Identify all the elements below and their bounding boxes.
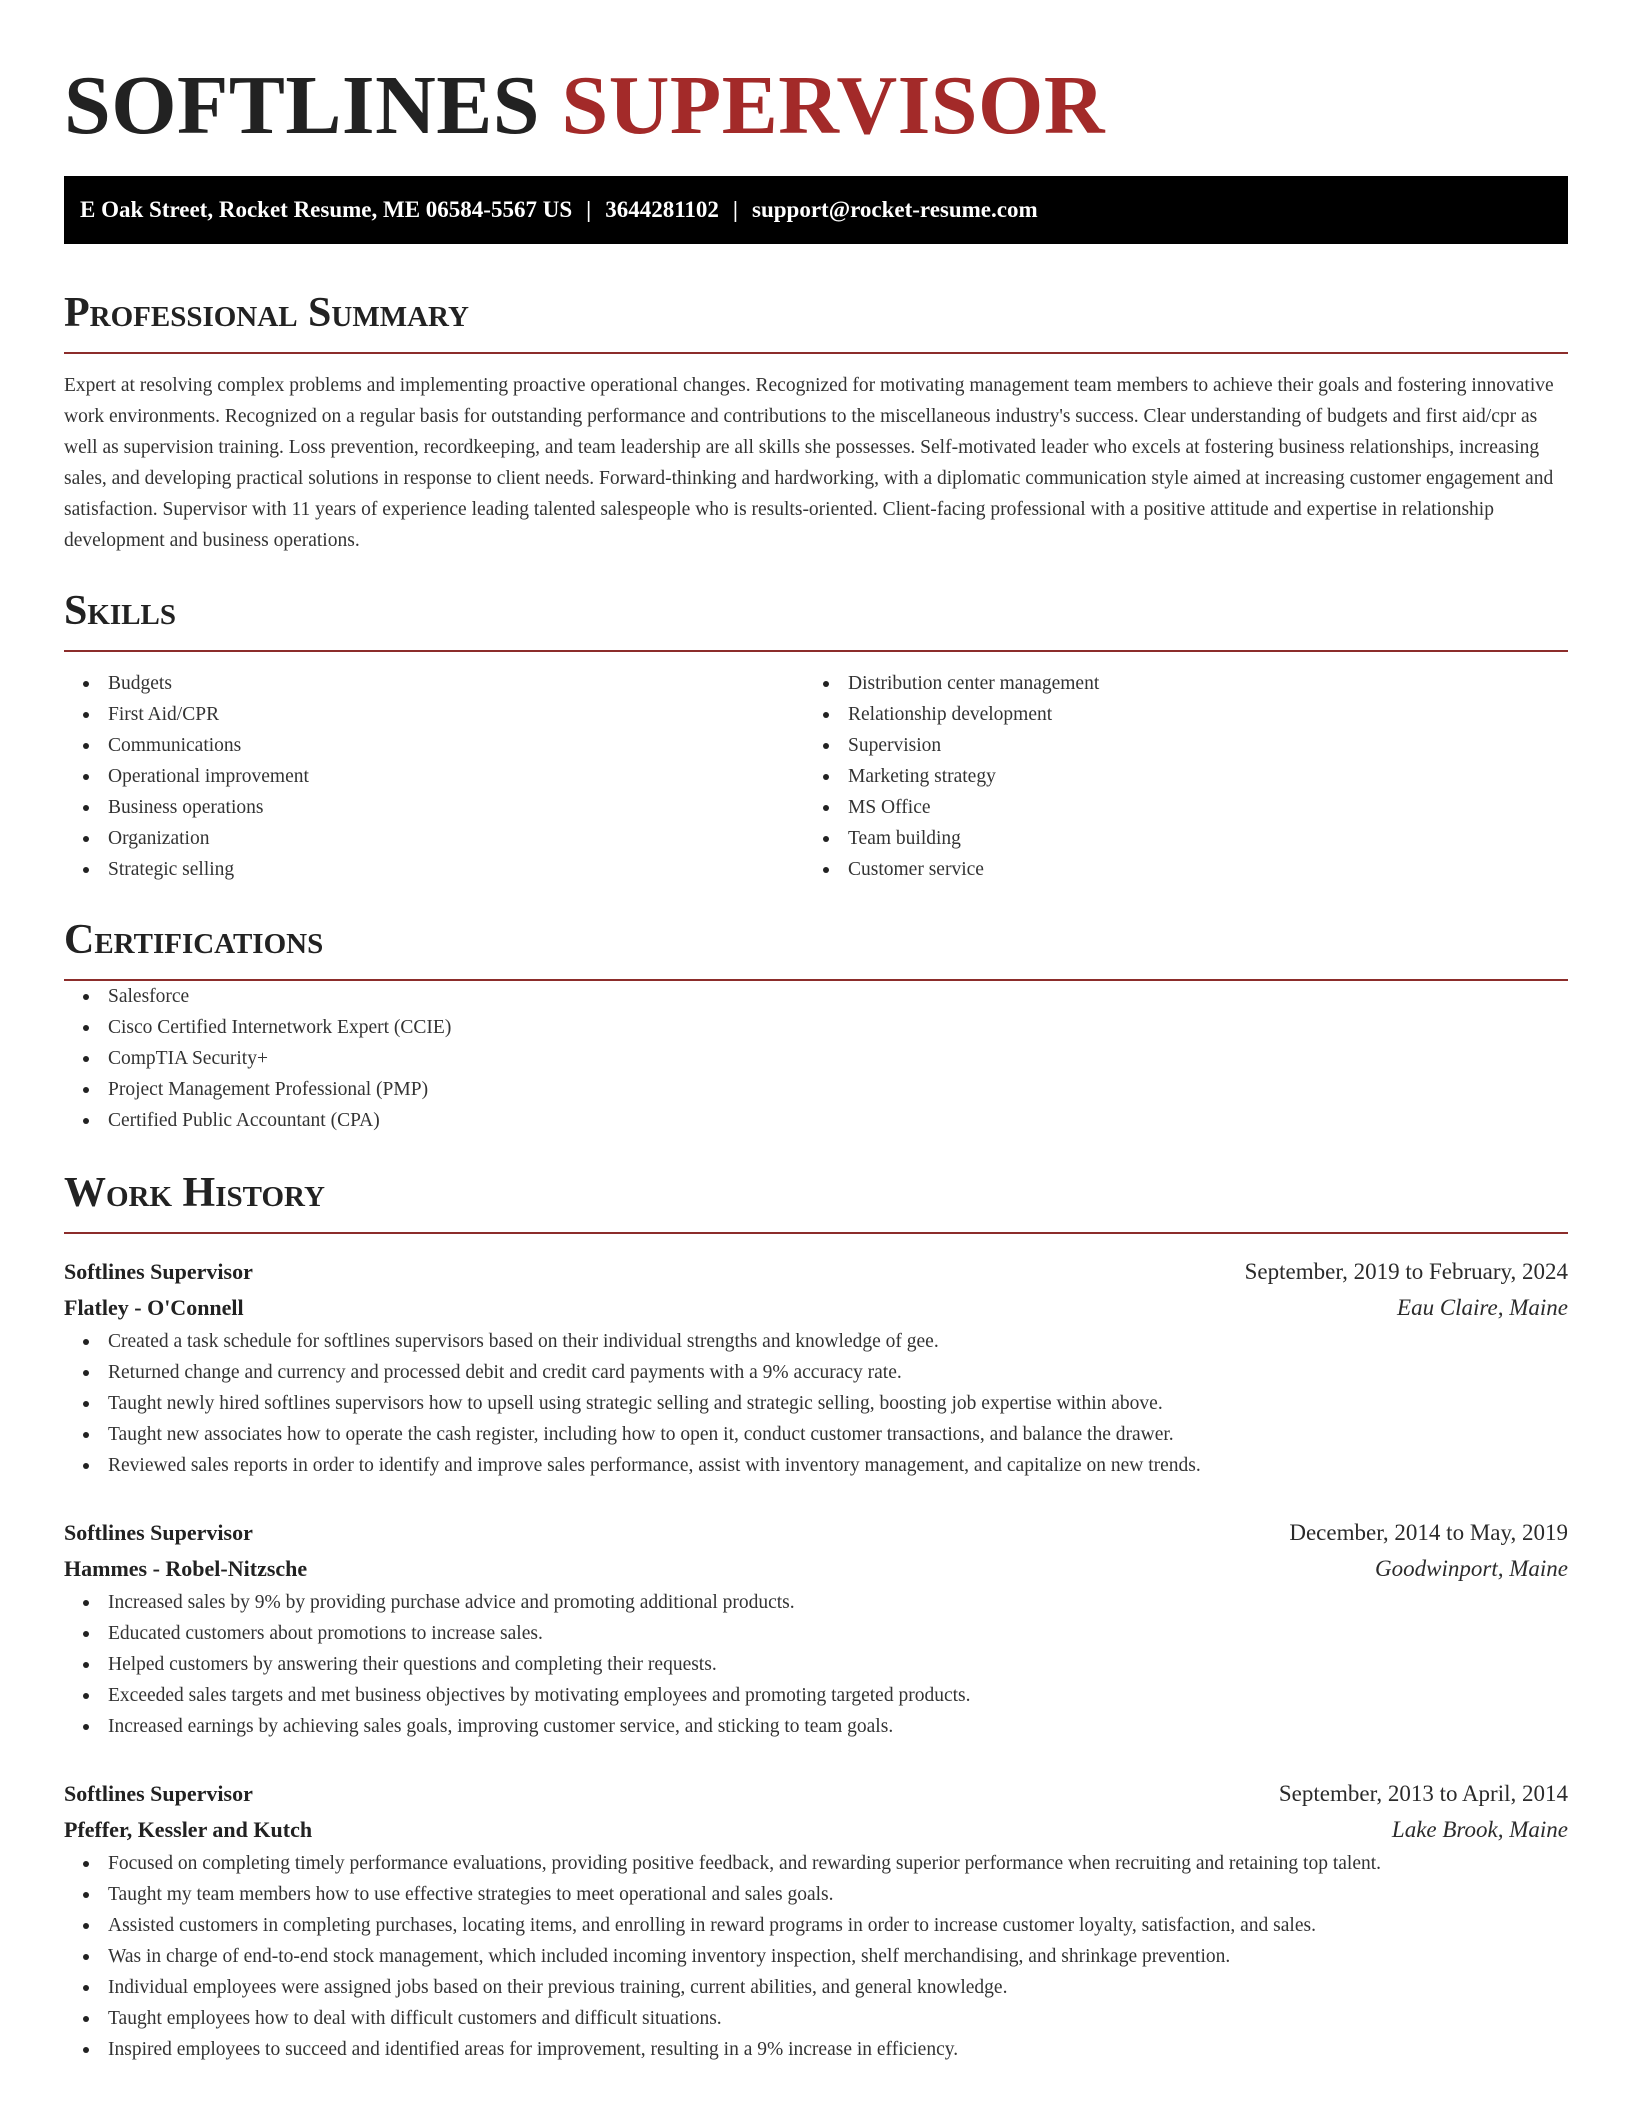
job-dates: September, 2013 to April, 2014 <box>1278 1781 1568 1806</box>
job-bullets <box>64 1326 1568 1481</box>
contact-separator: | <box>732 197 738 222</box>
skill-item: MS Office <box>804 792 1544 823</box>
job-bullet: Taught employees how to deal with difficult customers and difficult situations. <box>64 2003 1568 2034</box>
contact-separator: | <box>586 197 592 222</box>
job-bullet: Inspired employees to succeed and identified areas for improvement, resulting in a 9% increase in efficiency. <box>64 2034 1568 2065</box>
skills-columns <box>64 668 1568 885</box>
skill-item: Strategic selling <box>64 854 804 885</box>
job-bullet: Taught new associates how to operate the cash register, including how to open it, conduct customer transactions, and balance the drawer. <box>64 1419 1568 1450</box>
job-bullet: Taught my team members how to use effective strategies to meet operational and sales goals. <box>64 1879 1568 1910</box>
contact-phone: 3644281102 <box>605 197 719 222</box>
certification-item: Salesforce <box>64 981 1568 1012</box>
skills-list-left <box>64 668 804 885</box>
skills-section <box>64 586 1568 885</box>
skill-item: Team building <box>804 823 1544 854</box>
work-history-section <box>64 1168 1568 2065</box>
contact-bar <box>64 176 1568 244</box>
job-bullet: Educated customers about promotions to increase sales. <box>64 1618 1568 1649</box>
job-header-row <box>64 1776 1568 1812</box>
skill-item: Organization <box>64 823 804 854</box>
job-entry <box>64 1776 1568 2065</box>
summary-section <box>64 288 1568 556</box>
skill-item: Relationship development <box>804 699 1544 730</box>
job-location: Lake Brook, Maine <box>1391 1817 1568 1842</box>
certifications-list <box>64 981 1568 1136</box>
name-second: SUPERVISOR <box>561 59 1106 152</box>
section-divider <box>64 352 1568 354</box>
skills-list-right <box>804 668 1544 885</box>
skill-item: Operational improvement <box>64 761 804 792</box>
job-location: Eau Claire, Maine <box>1397 1295 1568 1320</box>
certification-item: CompTIA Security+ <box>64 1043 1568 1074</box>
skill-item: First Aid/CPR <box>64 699 804 730</box>
resume-page <box>64 0 1568 2065</box>
skill-item: Customer service <box>804 854 1544 885</box>
work-history-heading: Work History <box>64 1170 325 1216</box>
job-company-row <box>64 1551 1568 1587</box>
skills-column-left <box>64 668 804 885</box>
job-bullets <box>64 1587 1568 1742</box>
contact-email: support@rocket-resume.com <box>752 197 1038 222</box>
summary-text: Expert at resolving complex problems and implementing proactive operational changes. Recognized for motivating management team members to achieve their goals and fostering innovative work environments. Recognized on a regular basis for outstanding performance and contributions to the miscellaneous industry's success. Clear understanding of budgets and first aid/cpr as well as supervision training. Loss prevention, recordkeeping, and team leadership are all skills she possesses. Self-motivated leader who excels at fostering business relationships, increasing sales, and developing practical solutions in response to client needs. Forward-thinking and hardworking, with a diplomatic communication style aimed at increasing customer engagement and satisfaction. Supervisor with 11 years of experience leading talented salespeople who is results-oriented. Client-facing professional with a positive attitude and expertise in relationship development and business operations. <box>64 375 1554 551</box>
job-company: Pfeffer, Kessler and Kutch <box>64 1817 313 1842</box>
skill-item: Business operations <box>64 792 804 823</box>
job-bullet: Exceeded sales targets and met business objectives by motivating employees and promoting targeted products. <box>64 1680 1568 1711</box>
section-divider <box>64 650 1568 652</box>
job-dates: December, 2014 to May, 2019 <box>1289 1520 1568 1545</box>
certifications-heading: Certifications <box>64 917 324 963</box>
certifications-section <box>64 915 1568 1136</box>
job-bullet: Reviewed sales reports in order to identify and improve sales performance, assist with inventory management, and capitalize on new trends. <box>64 1450 1568 1481</box>
skill-item: Marketing strategy <box>804 761 1544 792</box>
job-bullet: Assisted customers in completing purchases, locating items, and enrolling in reward programs in order to increase customer loyalty, satisfaction, and sales. <box>64 1910 1568 1941</box>
job-entry <box>64 1254 1568 1481</box>
job-bullet: Returned change and currency and processed debit and credit card payments with a 9% accuracy rate. <box>64 1357 1568 1388</box>
name-first: SOFTLINES <box>64 59 541 152</box>
job-bullet: Created a task schedule for softlines supervisors based on their individual strengths and knowledge of gee. <box>64 1326 1568 1357</box>
job-company-row <box>64 1290 1568 1326</box>
skill-item: Budgets <box>64 668 804 699</box>
job-company: Flatley - O'Connell <box>64 1295 244 1320</box>
skills-heading: Skills <box>64 588 177 634</box>
job-title: Softlines Supervisor <box>64 1520 253 1545</box>
summary-heading: Professional Summary <box>64 290 469 336</box>
job-bullet: Individual employees were assigned jobs based on their previous training, current abilities, and general knowledge. <box>64 1972 1568 2003</box>
job-company: Hammes - Robel-Nitzsche <box>64 1556 308 1581</box>
certification-item: Cisco Certified Internetwork Expert (CCIE) <box>64 1012 1568 1043</box>
job-header-row <box>64 1515 1568 1551</box>
job-bullet: Taught newly hired softlines supervisors how to upsell using strategic selling and strategic selling, boosting job expertise within above. <box>64 1388 1568 1419</box>
job-bullets <box>64 1848 1568 2065</box>
certification-item: Certified Public Accountant (CPA) <box>64 1105 1568 1136</box>
skills-column-right <box>804 668 1544 885</box>
skill-item: Communications <box>64 730 804 761</box>
job-bullet: Helped customers by answering their questions and completing their requests. <box>64 1649 1568 1680</box>
job-bullet: Was in charge of end-to-end stock management, which included incoming inventory inspection, shelf merchandising, and shrinkage prevention. <box>64 1941 1568 1972</box>
skill-item: Distribution center management <box>804 668 1544 699</box>
certification-item: Project Management Professional (PMP) <box>64 1074 1568 1105</box>
section-divider <box>64 1232 1568 1234</box>
job-bullet: Focused on completing timely performance evaluations, providing positive feedback, and rewarding superior performance when recruiting and retaining top talent. <box>64 1848 1568 1879</box>
job-title: Softlines Supervisor <box>64 1259 253 1284</box>
skill-item: Supervision <box>804 730 1544 761</box>
job-bullet: Increased earnings by achieving sales goals, improving customer service, and sticking to team goals. <box>64 1711 1568 1742</box>
job-entry <box>64 1515 1568 1742</box>
job-title: Softlines Supervisor <box>64 1781 253 1806</box>
job-location: Goodwinport, Maine <box>1375 1556 1568 1581</box>
job-dates: September, 2019 to February, 2024 <box>1244 1259 1568 1284</box>
job-company-row <box>64 1812 1568 1848</box>
contact-address: E Oak Street, Rocket Resume, ME 06584-5567 US <box>80 197 573 222</box>
job-bullet: Increased sales by 9% by providing purchase advice and promoting additional products. <box>64 1587 1568 1618</box>
resume-name <box>64 0 1568 156</box>
job-header-row <box>64 1254 1568 1290</box>
